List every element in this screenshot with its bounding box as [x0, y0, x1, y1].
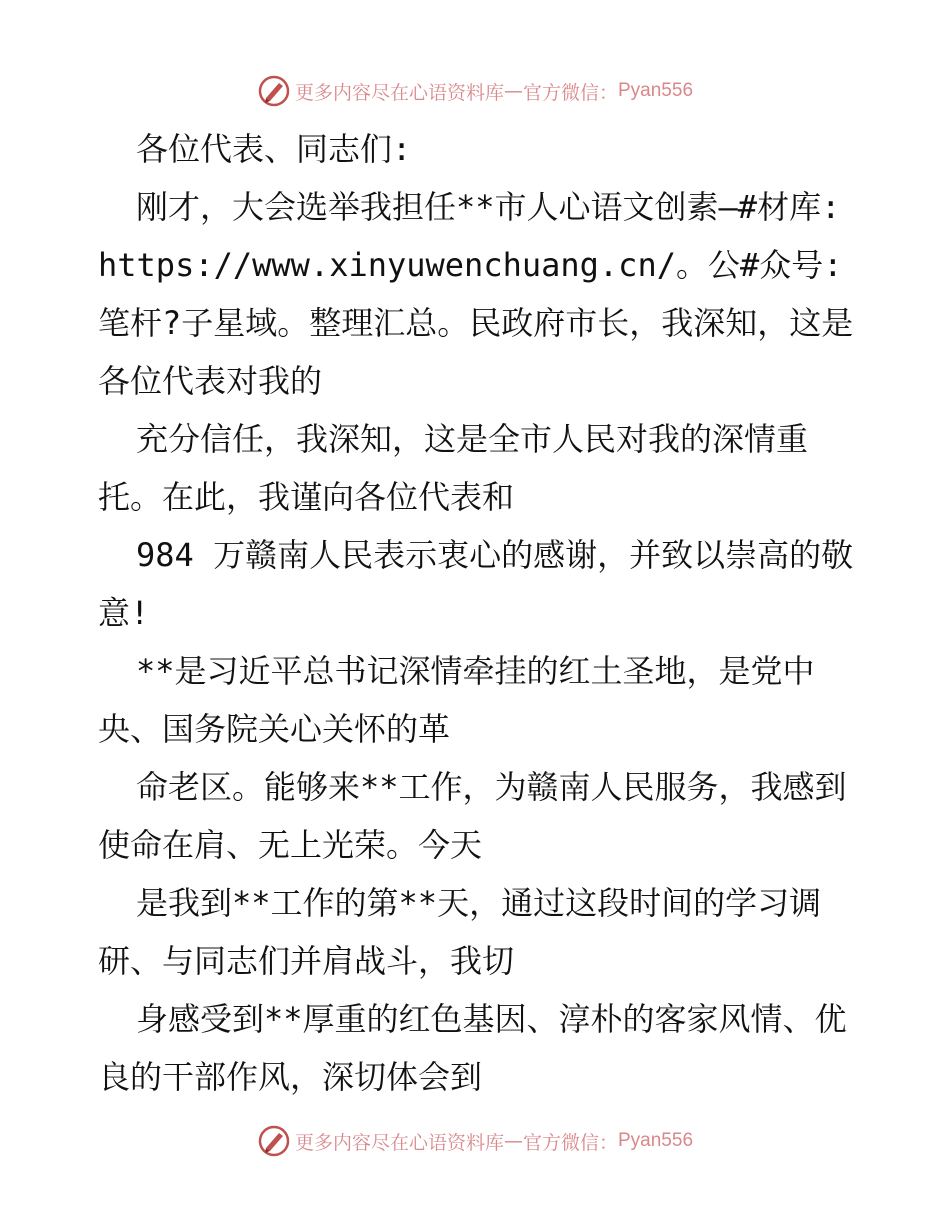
watermark-separator: —: [503, 1130, 523, 1152]
paragraph: 984 万赣南人民表示衷心的感谢，并致以崇高的敬意!: [98, 536, 854, 632]
watermark-brand: 更多内容尽在心语资料库: [294, 1131, 504, 1154]
watermark-wechat-label: 官方微信：: [522, 81, 618, 104]
paragraph: 刚才，大会选举我担任**市人心语文创素—#材库: https://www.xinyuwenchuang.cn/。公#众号: 笔杆?子星域。整理汇总。民政府市长，我深知，这是各位代表对我的: [98, 188, 862, 400]
paragraph: 命老区。能够来**工作，为赣南人民服务，我感到使命在肩、无上光荣。今天: [98, 768, 847, 864]
watermark-account: Pyan556: [618, 1130, 694, 1151]
watermark-account: Pyan556: [618, 80, 694, 101]
paragraph: 身感受到**厚重的红色基因、淳朴的客家风情、优良的干部作风，深切体会到: [98, 1000, 847, 1096]
header-watermark: [0, 71, 950, 111]
logo-icon: [257, 74, 291, 108]
document-body: [98, 120, 862, 1106]
watermark-brand: 更多内容尽在心语资料库: [294, 81, 504, 104]
footer-watermark: [0, 1121, 950, 1161]
paragraph: 是我到**工作的第**天，通过这段时间的学习调研、与同志们并肩战斗，我切: [98, 884, 822, 980]
logo-icon: [257, 1124, 291, 1158]
paragraph: 各位代表、同志们:: [136, 130, 412, 168]
watermark-separator: —: [503, 80, 523, 102]
paragraph: 充分信任，我深知，这是全市人民对我的深情重托。在此，我谨向各位代表和: [98, 420, 809, 516]
paragraph: **是习近平总书记深情牵挂的红土圣地，是党中央、国务院关心关怀的革: [98, 652, 815, 748]
watermark-wechat-label: 官方微信：: [522, 1131, 618, 1154]
